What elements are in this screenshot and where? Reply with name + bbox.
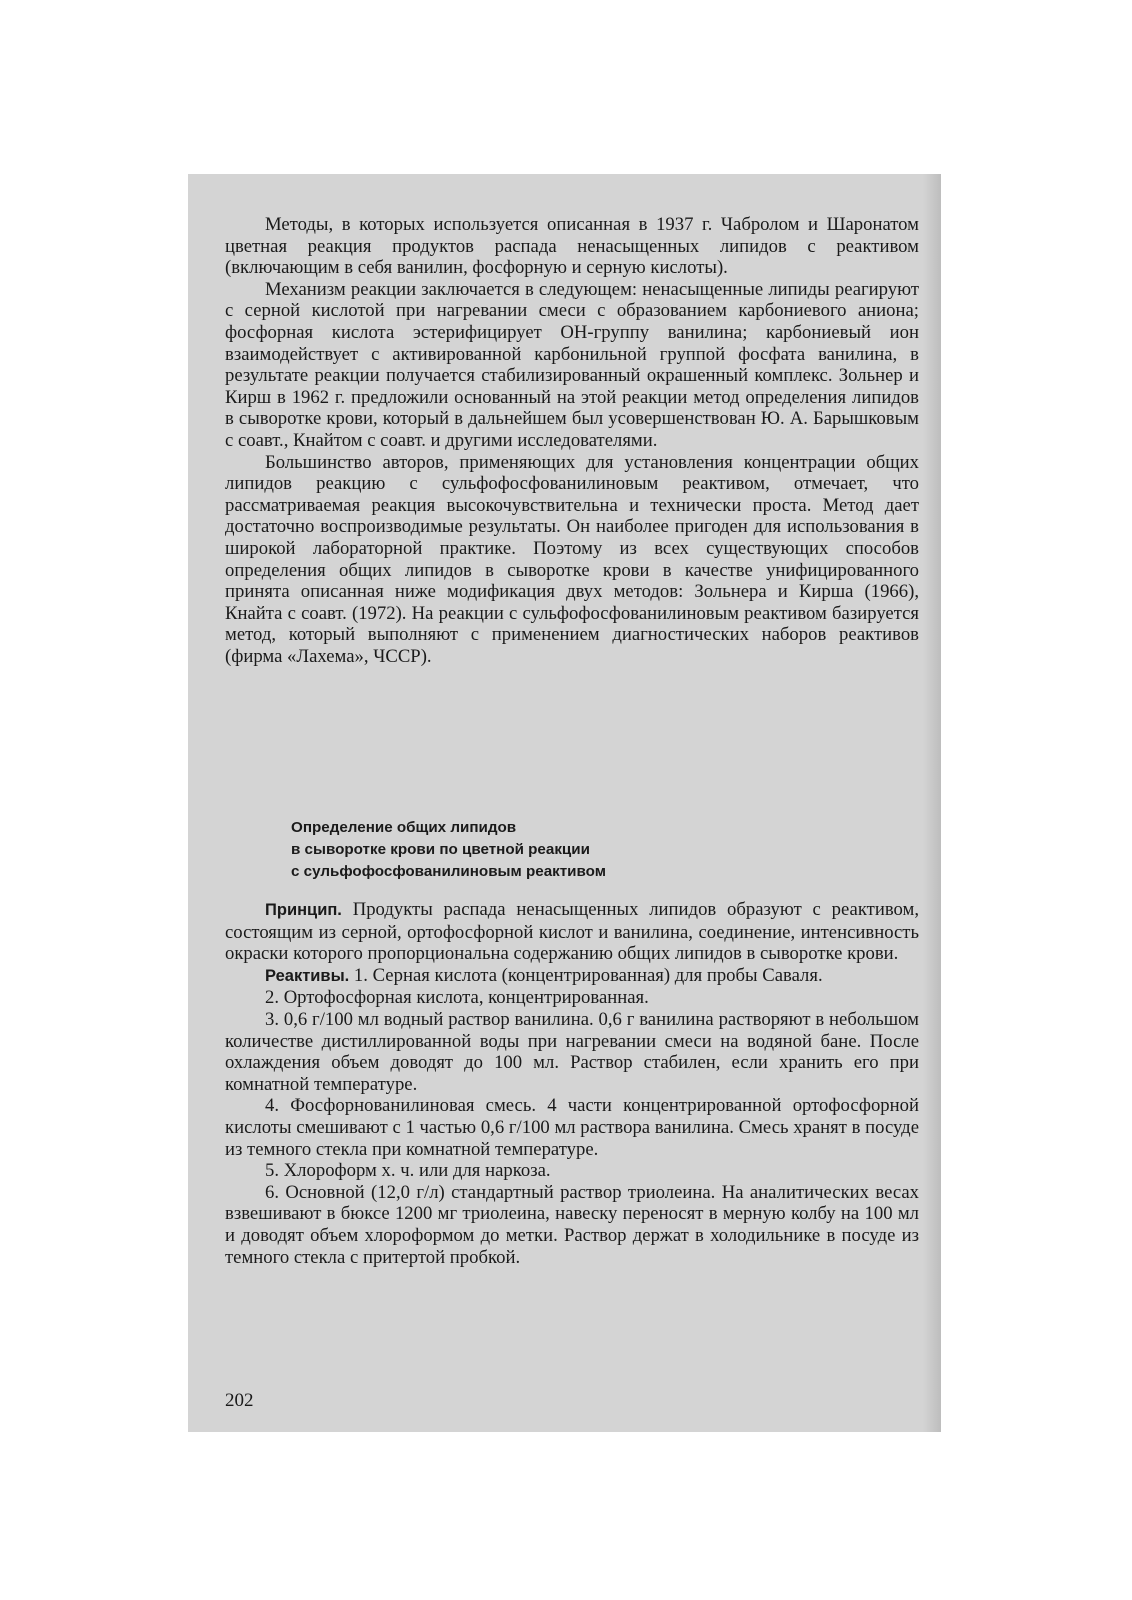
page-edge-shadow <box>923 174 941 1432</box>
section-heading-line: с сульфофосфованилиновым реактивом <box>291 863 606 880</box>
method-text <box>225 899 919 1268</box>
intro-text <box>225 214 919 667</box>
reagent-item: 4. Фосфорнованилиновая смесь. 4 части концентрированной ортофосфорной кислоты смешивают с 1 частью 0,6 г/100 мл раствора ванилина. Смесь хранят в посуде из темного стекла при комнатной температуре. <box>225 1095 919 1160</box>
reagent-item: 3. 0,6 г/100 мл водный раствор ванилина. 0,6 г ванилина растворяют в небольшом количестве дистиллированной воды при нагревании смеси на водяной бане. После охлаждения объем доводят до 100 мл. Раствор стабилен, если хранить его при комнатной температуре. <box>225 1008 919 1095</box>
section-heading <box>291 817 791 883</box>
reagent-item: 1. Серная кислота (концентрированная) для пробы Саваля. <box>349 964 823 986</box>
paragraph-methods: Методы, в которых используется описанная в 1937 г. Чабролом и Шаронатом цветная реакция продуктов распада ненасыщенных липидов с реактивом (включающим в себя ванилин, фосфорную и серную кислоты). <box>225 214 919 279</box>
section-heading-line: Определение общих липидов <box>291 819 517 836</box>
paragraph-mechanism: Механизм реакции заключается в следующем: ненасыщенные липиды реагируют с серной кислотой при нагревании смеси с образованием карбониевого аниона; фосфорная кислота эстерифицирует ОН-группу ванилина; карбониевый ион взаимодействует с активированной карбонильной группой фосфата ванилина, в результате реакции получается стабилизированный окрашенный комплекс. Зольнер и Кирш в 1962 г. предложили основанный на этой реакции метод определения липидов в сыворотке крови, который в дальнейшем был усовершенствован Ю. А. Барышковым с соавт., Кнайтом с соавт. и другими исследователями. <box>225 278 919 451</box>
principle-text: Продукты распада ненасыщенных липидов образуют с реактивом, состоящим из серной, ортофосфорной кислот и ванилина, соединение, интенсивность окраски которого пропорциональна содержанию общих липидов в сыворотке крови. <box>225 899 919 965</box>
reagents-paragraph <box>225 965 919 988</box>
principle-label: Принцип. <box>265 901 342 919</box>
reagent-item: 6. Основной (12,0 г/л) стандартный раствор триолеина. На аналитических весах взвешивают в бюксе 1200 мг триолеина, навеску переносят в мерную колбу на 100 мл и доводят объем хлороформом до метки. Раствор держат в холодильнике в посуде из темного стекла с притертой пробкой. <box>225 1181 919 1268</box>
page-number: 202 <box>225 1390 254 1411</box>
reagents-label: Реактивы. <box>265 966 350 985</box>
reagent-item: 5. Хлороформ х. ч. или для наркоза. <box>265 1160 551 1182</box>
section-heading-line: в сыворотке крови по цветной реакции <box>291 841 590 858</box>
reagent-item: 2. Ортофосфорная кислота, концентрированная. <box>265 987 649 1009</box>
paragraph-authors: Большинство авторов, применяющих для установления концентрации общих липидов реакцию с сульфофосфованилиновым реактивом, отмечает, что рассматриваемая реакция высокочувствительна и технически проста. Метод дает достаточно воспроизводимые результаты. Он наиболее пригоден для использования в широкой лабораторной практике. Поэтому из всех существующих способов определения общих липидов в сыворотке крови в качестве унифицированного принята описанная ниже модификация двух методов: Зольнера и Кирша (1966), Кнайта с соавт. (1972). На реакции с сульфофосфованилиновым реактивом базируется метод, который выполняют с применением диагностических наборов реактивов (фирма «Лахема», ЧССР). <box>225 451 919 667</box>
principle-paragraph <box>225 899 919 965</box>
